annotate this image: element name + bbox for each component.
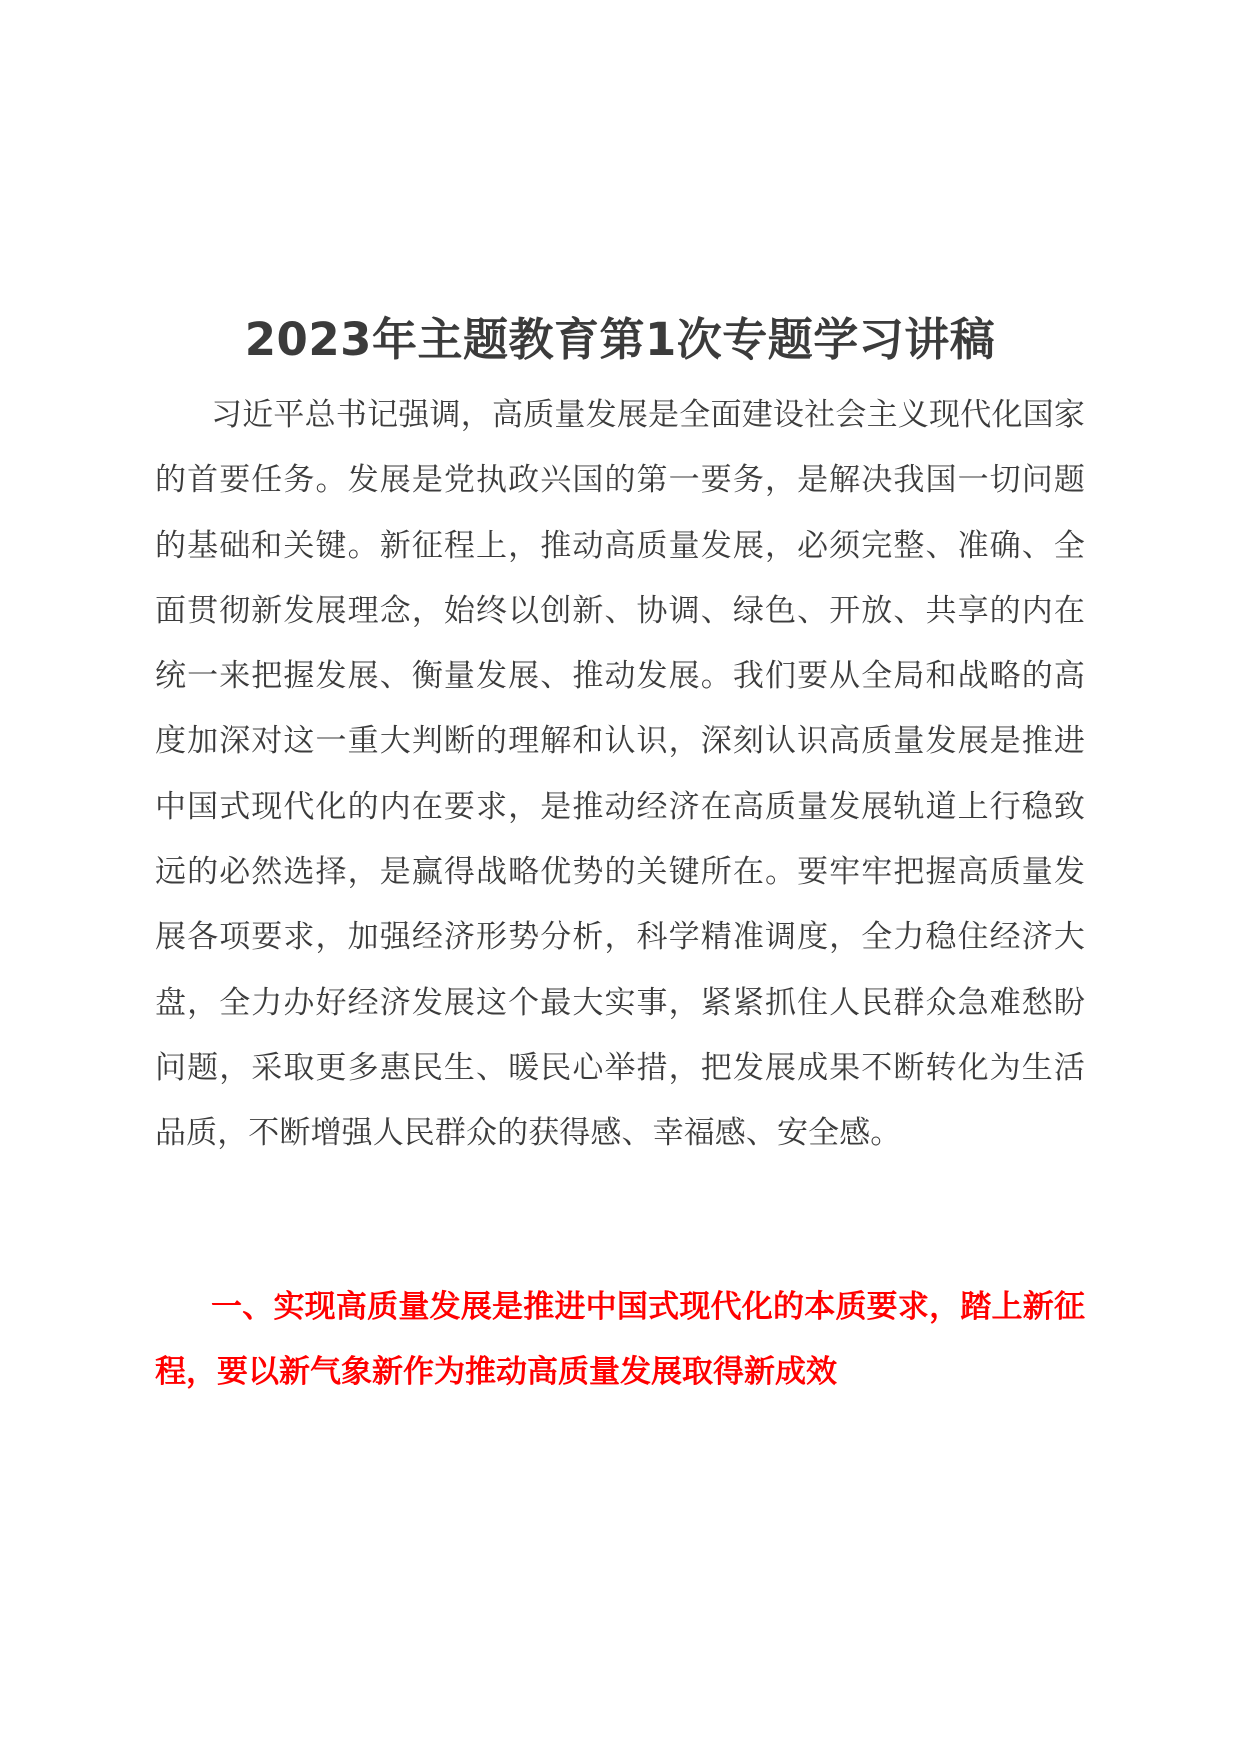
section-heading: 一、实现高质量发展是推进中国式现代化的本质要求，踏上新征程，要以新气象新作为推动高质量发展取得新成效	[155, 1289, 1085, 1390]
document-title: 2023年主题教育第1次专题学习讲稿	[244, 313, 996, 367]
body-paragraph: 习近平总书记强调，高质量发展是全面建设社会主义现代化国家的首要任务。发展是党执政兴国的第一要务，是解决我国一切问题的基础和关键。新征程上，推动高质量发展，必须完整、准确、全面贯彻新发展理念，始终以创新、协调、绿色、开放、共享的内在统一来把握发展、衡量发展、推动发展。我们要从全局和战略的高度加深对这一重大判断的理解和认识，深刻认识高质量发展是推进中国式现代化的内在要求，是推动经济在高质量发展轨道上行稳致远的必然选择，是赢得战略优势的关键所在。要牢牢把握高质量发展各项要求，加强经济形势分析，科学精准调度，全力稳住经济大盘，全力办好经济发展这个最大实事，紧紧抓住人民群众急难愁盼问题，采取更多惠民生、暖民心举措，把发展成果不断转化为生活品质，不断增强人民群众的获得感、幸福感、安全感。	[155, 397, 1085, 1152]
